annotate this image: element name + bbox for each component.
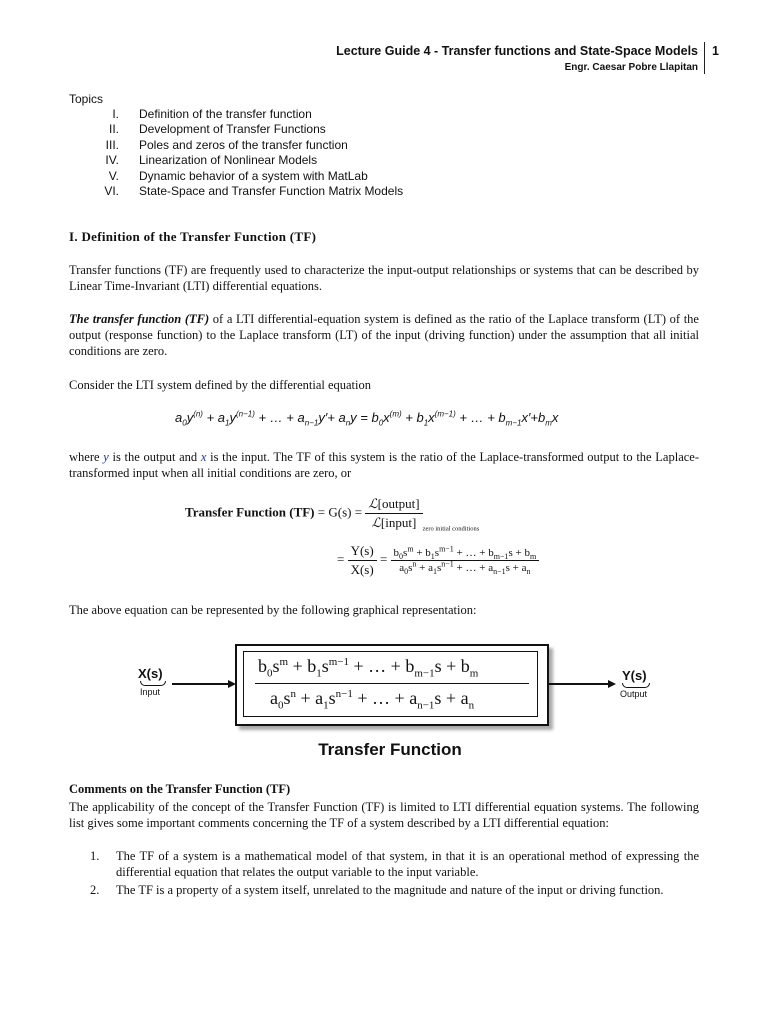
output-arrow-line: [548, 683, 610, 685]
topic-text: State-Space and Transfer Function Matrix Models: [139, 184, 404, 198]
where-text: is the input. The TF of this system is the ratio of the Laplace-transformed output to the Laplace-transformed input when all initial conditions are zero, or: [69, 450, 699, 480]
paragraph-definition: [69, 311, 699, 359]
definition-term: The transfer function (TF): [69, 312, 210, 326]
topic-item: [69, 153, 318, 169]
xs: X(s): [350, 562, 374, 577]
diagram-caption: Transfer Function: [318, 740, 462, 759]
topic-text: Dynamic behavior of a system with MatLab: [139, 169, 368, 183]
topic-number: VI.: [104, 184, 119, 198]
topic-text: Development of Transfer Functions: [139, 122, 326, 136]
topic-number: IV.: [105, 153, 119, 167]
ys-xs-fraction: [348, 543, 377, 578]
topic-text: Poles and zeros of the transfer function: [139, 138, 348, 152]
section-heading: I. Definition of the Transfer Function (TF): [69, 229, 317, 244]
where-text: is the output and: [108, 450, 201, 464]
tf-fraction-bar: [255, 683, 529, 684]
paragraph-intro: Transfer functions (TF) are frequently used to characterize the input-output relationships or systems that can be described by Linear Time-Invariant (LTI) differential equations.: [69, 263, 699, 293]
paragraph-where: [69, 449, 699, 481]
comment-item: [90, 882, 699, 898]
tf-block-numerator: $b_0s^m + b_1s^{m-1}$ + … + $b_{m-1}s + b_m$: [258, 656, 479, 680]
topic-item: [69, 122, 326, 138]
output-label: Output: [620, 689, 648, 699]
topic-item: [69, 138, 348, 154]
comments-intro: The applicability of the concept of the Transfer Function (TF) is limited to LTI differential equation systems. The following list gives some important comments concerning the TF of a system described by a LTI differential equation:: [69, 800, 699, 830]
topic-text: Definition of the transfer function: [139, 107, 312, 121]
page-number: 1: [712, 44, 719, 58]
input-arrow-line: [172, 683, 232, 685]
comment-item: [90, 848, 699, 880]
header-author: Engr. Caesar Pobre Llapitan: [564, 62, 698, 73]
input-symbol: X(s): [138, 666, 163, 681]
topic-number: III.: [105, 138, 119, 152]
comments-heading: Comments on the Transfer Function (TF): [69, 782, 291, 796]
paragraph-consider: Consider the LTI system defined by the differential equation: [69, 378, 372, 392]
tf-ratio-equation: = $\frac{Y(s)}{X(s)}$ = $\frac{b_0s^m + b_1s^{m-1} + \dots + b_{m-1}s + b_m}{a_0s^n + a_1s^{n-1} + \dots + a_{n-1}s + a_n}$: [337, 543, 539, 578]
differential-equation: $a_0y^{(n)} + a_1y^{(n-1)}$ + … + $a_{n-1}y'+ a_ny = b_0x^{(m)} + b_1x^{(m-1)}$ + … + $b_{m-1}x'+b_mx$: [175, 409, 559, 428]
variable-y: y: [103, 450, 109, 464]
laplace-fraction: [365, 496, 422, 531]
comment-number: 1.: [90, 849, 100, 863]
laplace-symbol: ℒ: [368, 496, 378, 511]
zero-ic-subscript: zero initial conditions: [422, 525, 480, 533]
definition-text: of a LTI differential-equation system is defined as the ratio of the Laplace transform (LT) of the output (response function) to the Laplace transform (LT) of the input (driving function) under the assumption that all initial conditions are zero.: [69, 312, 699, 358]
topic-number: I.: [112, 107, 119, 121]
topic-item: [69, 184, 404, 200]
comment-text: The TF of a system is a mathematical model of that system, in that it is an operational method of expressing the differential equation that relates the output variable to the input variable.: [116, 849, 699, 879]
where-text: where: [69, 450, 104, 464]
input-label: Input: [140, 687, 161, 697]
laplace-denominator: [input]: [380, 515, 417, 530]
paragraph-graphical: The above equation can be represented by the following graphical representation:: [69, 603, 477, 617]
output-symbol: Y(s): [622, 668, 647, 683]
laplace-symbol: ℒ: [371, 515, 381, 530]
topics-heading: Topics: [69, 92, 104, 106]
comment-text: The TF is a property of a system itself, unrelated to the magnitude and nature of the input or driving function.: [116, 883, 664, 897]
g-of-s: = G(s) =: [317, 504, 363, 520]
topic-item: [69, 169, 368, 185]
input-brace: [140, 681, 166, 686]
header-divider: [704, 42, 705, 74]
header-title: Lecture Guide 4 - Transfer functions and State-Space Models: [336, 44, 698, 58]
output-brace: [622, 683, 650, 688]
tf-definition-equation: [185, 496, 479, 532]
topic-number: V.: [108, 169, 119, 183]
topic-text: Linearization of Nonlinear Models: [139, 153, 318, 167]
topic-number: II.: [108, 122, 119, 136]
tf-block-denominator: $a_0s^n + a_1s^{n-1}$ + … + $a_{n-1}s + a_n$: [270, 688, 475, 712]
topic-item: [69, 107, 312, 123]
ys: Y(s): [348, 543, 377, 561]
variable-x: x: [200, 450, 207, 464]
tf-label: Transfer Function (TF): [185, 504, 315, 520]
output-arrow-head: [608, 680, 616, 688]
polynomial-fraction: $\frac{b_0s^m + b_1s^{m-1} + \dots + b_{m-1}s + b_m}{a_0s^n + a_1s^{n-1} + \dots + a_{n-1}s + a_n}$: [391, 547, 540, 574]
comment-number: 2.: [90, 883, 100, 897]
laplace-numerator: [output]: [377, 496, 420, 511]
